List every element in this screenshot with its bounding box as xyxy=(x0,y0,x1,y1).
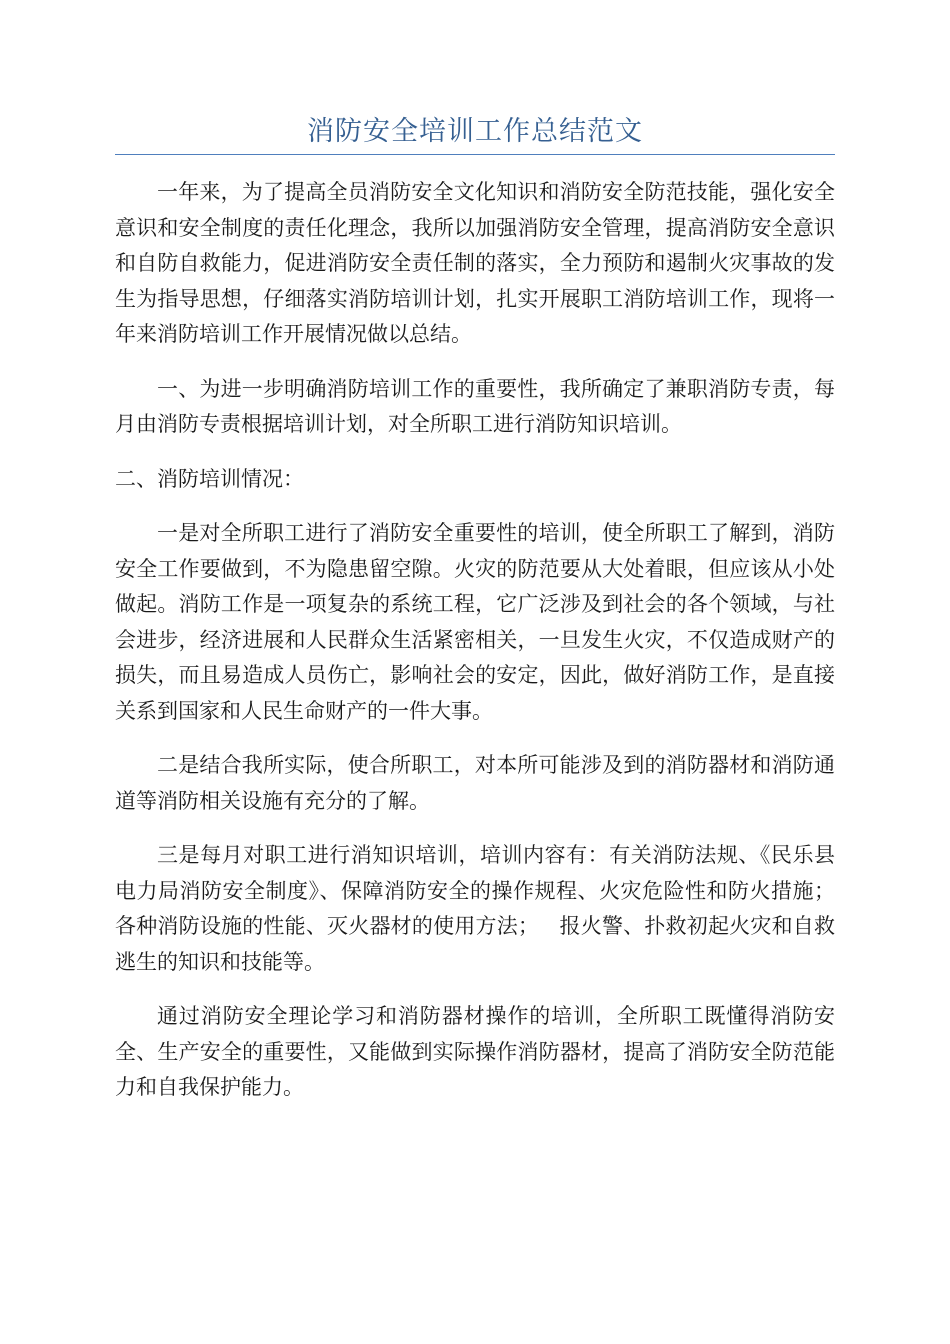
paragraph-section-one: 一、为进一步明确消防培训工作的重要性，我所确定了兼职消防专责，每月由消防专责根据培训计划，对全所职工进行消防知识培训。 xyxy=(115,376,835,436)
paragraph-item-three: 三是每月对职工进行消知识培训，培训内容有：有关消防法规、《民乐县电力局消防安全制度》、保障消防安全的操作规程、火灾危险性和防火措施； 各种消防设施的性能、灭火器材的使用方法； 报火警、扑救初起火灾和自救逃生的知识和技能等。 xyxy=(115,843,856,974)
document-title: 消防安全培训工作总结范文 xyxy=(307,116,643,147)
paragraph-item-two: 二是结合我所实际，使合所职工，对本所可能涉及到的消防器材和消防通道等消防相关设施有充分的了解。 xyxy=(115,753,835,813)
document-body xyxy=(115,175,856,1125)
paragraph-item-one: 一是对全所职工进行了消防安全重要性的培训，使全所职工了解到，消防安全工作要做到，不为隐患留空隙。火灾的防范要从大处着眼，但应该从小处做起。消防工作是一项复杂的系统工程，它广泛涉及到社会的各个领域，与社会进步，经济进展和人民群众生活紧密相关，一旦发生火灾，不仅造成财产的损失，而且易造成人员伤亡，影响社会的安定，因此，做好消防工作，是直接关系到国家和人民生命财产的一件大事。 xyxy=(115,521,835,723)
title-underline xyxy=(115,154,835,155)
section-heading-training: 二、消防培训情况： xyxy=(115,466,304,491)
paragraph-intro: 一年来，为了提高全员消防安全文化知识和消防安全防范技能，强化安全意识和安全制度的责任化理念，我所以加强消防安全管理，提高消防安全意识和自防自救能力，促进消防安全责任制的落实，全力预防和遏制火灾事故的发生为指导思想，仔细落实消防培训计划，扎实开展职工消防培训工作，现将一年来消防培训工作开展情况做以总结。 xyxy=(115,180,835,346)
paragraph-conclusion: 通过消防安全理论学习和消防器材操作的培训，全所职工既懂得消防安全、生产安全的重要性，又能做到实际操作消防器材，提高了消防安全防范能力和自我保护能力。 xyxy=(115,1004,835,1099)
